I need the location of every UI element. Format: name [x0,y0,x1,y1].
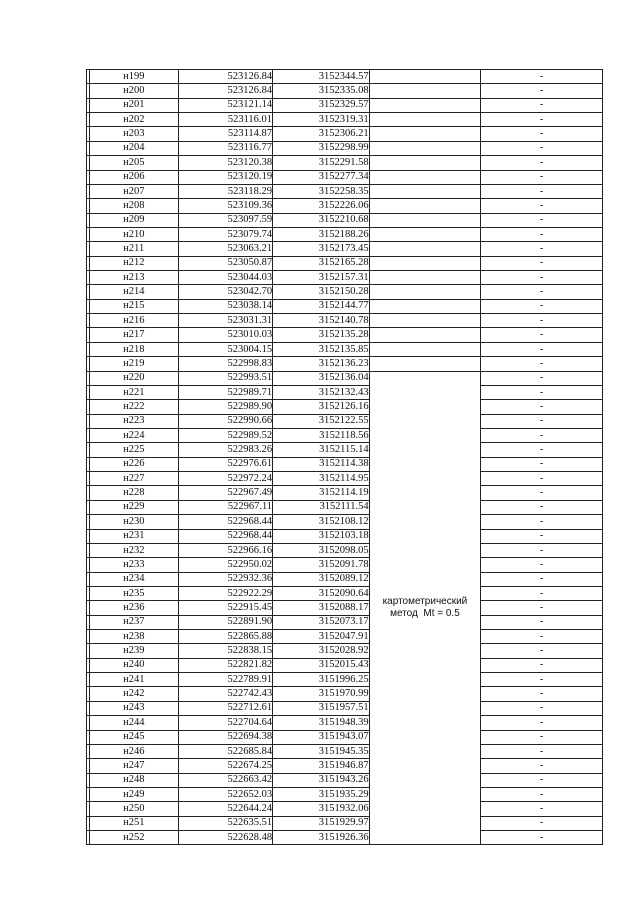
y-coordinate-cell: 3151926.36 [273,831,370,845]
x-coordinate-cell: 522663.42 [178,773,273,787]
accuracy-cell: - [481,113,603,127]
table-row [87,486,603,500]
point-name-cell: н239 [90,644,179,658]
point-name-cell: н219 [90,357,179,371]
x-coordinate-cell: 522635.51 [178,816,273,830]
y-coordinate-cell: 3152088.17 [273,601,370,615]
accuracy-cell: - [481,615,603,629]
table-row [87,342,603,356]
y-coordinate-cell: 3152111.54 [273,500,370,514]
point-name-cell: н222 [90,400,179,414]
x-coordinate-cell: 522989.71 [178,385,273,399]
table-row [87,787,603,801]
point-name-cell: н249 [90,787,179,801]
accuracy-cell: - [481,285,603,299]
accuracy-cell: - [481,414,603,428]
y-coordinate-cell: 3152114.38 [273,457,370,471]
y-coordinate-cell: 3152136.04 [273,371,370,385]
point-name-cell: н248 [90,773,179,787]
y-coordinate-cell: 3152144.77 [273,299,370,313]
x-coordinate-cell: 522821.82 [178,658,273,672]
y-coordinate-cell: 3151946.87 [273,759,370,773]
table-row [87,586,603,600]
table-row [87,314,603,328]
point-name-cell: н207 [90,184,179,198]
table-row [87,213,603,227]
table-row [87,227,603,241]
point-name-cell: н228 [90,486,179,500]
point-name-cell: н238 [90,630,179,644]
x-coordinate-cell: 522838.15 [178,644,273,658]
point-name-cell: н227 [90,472,179,486]
table-row [87,572,603,586]
y-coordinate-cell: 3152258.35 [273,184,370,198]
x-coordinate-cell: 522685.84 [178,744,273,758]
accuracy-cell: - [481,673,603,687]
table-row [87,371,603,385]
point-name-cell: н233 [90,558,179,572]
x-coordinate-cell: 523031.31 [178,314,273,328]
x-coordinate-cell: 522742.43 [178,687,273,701]
point-name-cell: н210 [90,227,179,241]
accuracy-cell: - [481,84,603,98]
y-coordinate-cell: 3152132.43 [273,385,370,399]
accuracy-cell: - [481,385,603,399]
accuracy-cell: - [481,558,603,572]
y-coordinate-cell: 3152136.23 [273,357,370,371]
x-coordinate-cell: 523109.36 [178,199,273,213]
x-coordinate-cell: 522922.29 [178,586,273,600]
x-coordinate-cell: 523126.84 [178,70,273,84]
table-row [87,385,603,399]
y-coordinate-cell: 3152173.45 [273,242,370,256]
point-name-cell: н237 [90,615,179,629]
point-name-cell: н230 [90,515,179,529]
method-cell-empty [369,227,481,241]
point-name-cell: н208 [90,199,179,213]
accuracy-cell: - [481,701,603,715]
accuracy-cell: - [481,70,603,84]
point-name-cell: н243 [90,701,179,715]
y-coordinate-cell: 3151943.07 [273,730,370,744]
x-coordinate-cell: 522968.44 [178,529,273,543]
point-name-cell: н214 [90,285,179,299]
y-coordinate-cell: 3152098.05 [273,543,370,557]
table-row [87,515,603,529]
accuracy-cell: - [481,98,603,112]
y-coordinate-cell: 3152344.57 [273,70,370,84]
accuracy-cell: - [481,515,603,529]
table-row [87,271,603,285]
method-description-cell [369,371,481,845]
x-coordinate-cell: 523063.21 [178,242,273,256]
accuracy-cell: - [481,586,603,600]
x-coordinate-cell: 522989.90 [178,400,273,414]
point-name-cell: н232 [90,543,179,557]
y-coordinate-cell: 3152165.28 [273,256,370,270]
x-coordinate-cell: 522694.38 [178,730,273,744]
x-coordinate-cell: 523010.03 [178,328,273,342]
y-coordinate-cell: 3152329.57 [273,98,370,112]
y-coordinate-cell: 3152126.16 [273,400,370,414]
x-coordinate-cell: 522950.02 [178,558,273,572]
table-row [87,716,603,730]
table-row [87,500,603,514]
accuracy-cell: - [481,787,603,801]
x-coordinate-cell: 523126.84 [178,84,273,98]
accuracy-cell: - [481,457,603,471]
y-coordinate-cell: 3152091.78 [273,558,370,572]
accuracy-cell: - [481,299,603,313]
point-name-cell: н200 [90,84,179,98]
x-coordinate-cell: 522674.25 [178,759,273,773]
point-name-cell: н247 [90,759,179,773]
table-row [87,759,603,773]
accuracy-cell: - [481,400,603,414]
x-coordinate-cell: 522644.24 [178,802,273,816]
y-coordinate-cell: 3152114.19 [273,486,370,500]
y-coordinate-cell: 3152103.18 [273,529,370,543]
point-name-cell: н244 [90,716,179,730]
x-coordinate-cell: 522712.61 [178,701,273,715]
x-coordinate-cell: 522704.64 [178,716,273,730]
point-name-cell: н199 [90,70,179,84]
accuracy-cell: - [481,357,603,371]
method-cell-empty [369,357,481,371]
point-name-cell: н241 [90,673,179,687]
method-cell-empty [369,84,481,98]
y-coordinate-cell: 3151948.39 [273,716,370,730]
point-name-cell: н213 [90,271,179,285]
point-name-cell: н252 [90,831,179,845]
table-row [87,113,603,127]
y-coordinate-cell: 3151943.26 [273,773,370,787]
accuracy-cell: - [481,443,603,457]
x-coordinate-cell: 523004.15 [178,342,273,356]
accuracy-cell: - [481,816,603,830]
table-row [87,184,603,198]
accuracy-cell: - [481,472,603,486]
point-name-cell: н204 [90,141,179,155]
y-coordinate-cell: 3152108.12 [273,515,370,529]
point-name-cell: н217 [90,328,179,342]
x-coordinate-cell: 522789.91 [178,673,273,687]
accuracy-cell: - [481,759,603,773]
y-coordinate-cell: 3152114.95 [273,472,370,486]
method-cell-empty [369,342,481,356]
table-row [87,357,603,371]
x-coordinate-cell: 523120.19 [178,170,273,184]
point-name-cell: н223 [90,414,179,428]
method-cell-empty [369,299,481,313]
x-coordinate-cell: 522976.61 [178,457,273,471]
table-row [87,170,603,184]
x-coordinate-cell: 523079.74 [178,227,273,241]
table-row [87,673,603,687]
accuracy-cell: - [481,630,603,644]
table-row [87,70,603,84]
x-coordinate-cell: 523042.70 [178,285,273,299]
point-name-cell: н236 [90,601,179,615]
accuracy-cell: - [481,500,603,514]
y-coordinate-cell: 3151932.06 [273,802,370,816]
table-row [87,687,603,701]
point-name-cell: н250 [90,802,179,816]
y-coordinate-cell: 3151996.25 [273,673,370,687]
accuracy-cell: - [481,213,603,227]
accuracy-cell: - [481,371,603,385]
point-name-cell: н203 [90,127,179,141]
y-coordinate-cell: 3151970.99 [273,687,370,701]
table-row [87,256,603,270]
table-row [87,615,603,629]
point-name-cell: н235 [90,586,179,600]
table-row [87,831,603,845]
method-cell-empty [369,328,481,342]
x-coordinate-cell: 522628.48 [178,831,273,845]
table-row [87,400,603,414]
method-cell-empty [369,98,481,112]
table-row [87,744,603,758]
method-line-2: метод Mt = 0.5 [390,607,460,619]
y-coordinate-cell: 3152115.14 [273,443,370,457]
y-coordinate-cell: 3152089.12 [273,572,370,586]
accuracy-cell: - [481,127,603,141]
table-row [87,773,603,787]
accuracy-cell: - [481,543,603,557]
y-coordinate-cell: 3152226.06 [273,199,370,213]
point-name-cell: н225 [90,443,179,457]
coordinates-table-body [87,70,603,845]
x-coordinate-cell: 522652.03 [178,787,273,801]
table-row [87,802,603,816]
y-coordinate-cell: 3151945.35 [273,744,370,758]
table-row [87,299,603,313]
accuracy-cell: - [481,184,603,198]
table-row [87,156,603,170]
method-cell-empty [369,141,481,155]
table-row [87,601,603,615]
accuracy-cell: - [481,529,603,543]
method-cell-empty [369,213,481,227]
y-coordinate-cell: 3151957.51 [273,701,370,715]
table-row [87,84,603,98]
point-name-cell: н234 [90,572,179,586]
accuracy-cell: - [481,486,603,500]
point-name-cell: н201 [90,98,179,112]
point-name-cell: н231 [90,529,179,543]
accuracy-cell: - [481,227,603,241]
x-coordinate-cell: 522993.51 [178,371,273,385]
y-coordinate-cell: 3152073.17 [273,615,370,629]
y-coordinate-cell: 3152306.21 [273,127,370,141]
y-coordinate-cell: 3152298.99 [273,141,370,155]
accuracy-cell: - [481,658,603,672]
method-cell-empty [369,285,481,299]
accuracy-cell: - [481,314,603,328]
table-row [87,730,603,744]
method-cell-empty [369,271,481,285]
point-name-cell: н221 [90,385,179,399]
point-name-cell: н215 [90,299,179,313]
y-coordinate-cell: 3152335.08 [273,84,370,98]
x-coordinate-cell: 523114.87 [178,127,273,141]
accuracy-cell: - [481,328,603,342]
accuracy-cell: - [481,199,603,213]
table-row [87,816,603,830]
accuracy-cell: - [481,716,603,730]
table-row [87,285,603,299]
point-name-cell: н205 [90,156,179,170]
point-name-cell: н229 [90,500,179,514]
y-coordinate-cell: 3152319.31 [273,113,370,127]
table-row [87,457,603,471]
coordinates-table [86,69,603,845]
method-cell-empty [369,127,481,141]
accuracy-cell: - [481,773,603,787]
accuracy-cell: - [481,242,603,256]
y-coordinate-cell: 3152140.78 [273,314,370,328]
table-row [87,630,603,644]
table-row [87,701,603,715]
table-row [87,443,603,457]
method-cell-empty [369,70,481,84]
point-name-cell: н218 [90,342,179,356]
table-row [87,658,603,672]
y-coordinate-cell: 3152277.34 [273,170,370,184]
x-coordinate-cell: 523118.29 [178,184,273,198]
table-row [87,328,603,342]
table-row [87,644,603,658]
x-coordinate-cell: 522983.26 [178,443,273,457]
x-coordinate-cell: 522966.16 [178,543,273,557]
point-name-cell: н216 [90,314,179,328]
method-cell-empty [369,113,481,127]
accuracy-cell: - [481,744,603,758]
method-cell-empty [369,314,481,328]
x-coordinate-cell: 523097.59 [178,213,273,227]
point-name-cell: н206 [90,170,179,184]
y-coordinate-cell: 3151935.29 [273,787,370,801]
x-coordinate-cell: 523050.87 [178,256,273,270]
table-row [87,242,603,256]
method-cell-empty [369,156,481,170]
x-coordinate-cell: 522990.66 [178,414,273,428]
x-coordinate-cell: 522967.11 [178,500,273,514]
accuracy-cell: - [481,156,603,170]
y-coordinate-cell: 3152118.56 [273,428,370,442]
point-name-cell: н224 [90,428,179,442]
table-row [87,558,603,572]
accuracy-cell: - [481,730,603,744]
point-name-cell: н251 [90,816,179,830]
accuracy-cell: - [481,831,603,845]
x-coordinate-cell: 522968.44 [178,515,273,529]
point-name-cell: н220 [90,371,179,385]
y-coordinate-cell: 3152028.92 [273,644,370,658]
point-name-cell: н211 [90,242,179,256]
x-coordinate-cell: 522865.88 [178,630,273,644]
x-coordinate-cell: 522915.45 [178,601,273,615]
y-coordinate-cell: 3152188.26 [273,227,370,241]
point-name-cell: н242 [90,687,179,701]
x-coordinate-cell: 522989.52 [178,428,273,442]
accuracy-cell: - [481,572,603,586]
point-name-cell: н209 [90,213,179,227]
accuracy-cell: - [481,271,603,285]
accuracy-cell: - [481,428,603,442]
table-row [87,428,603,442]
x-coordinate-cell: 522891.90 [178,615,273,629]
method-cell-empty [369,184,481,198]
y-coordinate-cell: 3152135.85 [273,342,370,356]
x-coordinate-cell: 523116.77 [178,141,273,155]
y-coordinate-cell: 3152157.31 [273,271,370,285]
x-coordinate-cell: 523121.14 [178,98,273,112]
accuracy-cell: - [481,687,603,701]
accuracy-cell: - [481,342,603,356]
x-coordinate-cell: 523116.01 [178,113,273,127]
x-coordinate-cell: 522967.49 [178,486,273,500]
x-coordinate-cell: 523120.38 [178,156,273,170]
y-coordinate-cell: 3152135.28 [273,328,370,342]
x-coordinate-cell: 523044.03 [178,271,273,285]
accuracy-cell: - [481,141,603,155]
point-name-cell: н240 [90,658,179,672]
point-name-cell: н202 [90,113,179,127]
accuracy-cell: - [481,256,603,270]
table-row [87,98,603,112]
y-coordinate-cell: 3152015.43 [273,658,370,672]
y-coordinate-cell: 3152291.58 [273,156,370,170]
y-coordinate-cell: 3152090.64 [273,586,370,600]
table-row [87,543,603,557]
y-coordinate-cell: 3151929.97 [273,816,370,830]
accuracy-cell: - [481,802,603,816]
y-coordinate-cell: 3152047.91 [273,630,370,644]
point-name-cell: н212 [90,256,179,270]
y-coordinate-cell: 3152122.55 [273,414,370,428]
accuracy-cell: - [481,644,603,658]
x-coordinate-cell: 523038.14 [178,299,273,313]
table-row [87,529,603,543]
x-coordinate-cell: 522972.24 [178,472,273,486]
method-cell-empty [369,199,481,213]
method-cell-empty [369,242,481,256]
accuracy-cell: - [481,601,603,615]
y-coordinate-cell: 3152210.68 [273,213,370,227]
point-name-cell: н245 [90,730,179,744]
table-row [87,141,603,155]
x-coordinate-cell: 522932.36 [178,572,273,586]
y-coordinate-cell: 3152150.28 [273,285,370,299]
accuracy-cell: - [481,170,603,184]
table-row [87,127,603,141]
table-row [87,414,603,428]
method-line-1: картометрический [382,595,468,607]
method-cell-empty [369,170,481,184]
method-cell-empty [369,256,481,270]
x-coordinate-cell: 522998.83 [178,357,273,371]
table-row [87,472,603,486]
point-name-cell: н226 [90,457,179,471]
table-row [87,199,603,213]
point-name-cell: н246 [90,744,179,758]
